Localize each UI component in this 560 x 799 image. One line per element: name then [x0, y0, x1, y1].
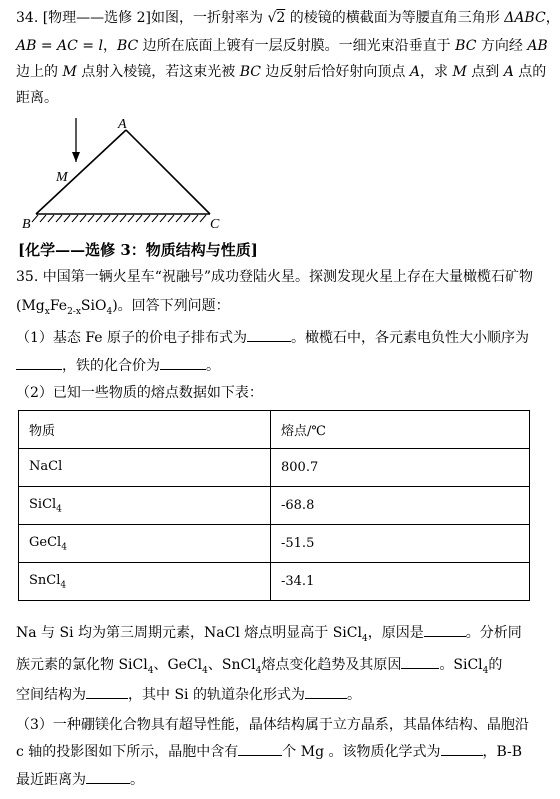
q34-line-4: 距离。 — [16, 90, 58, 106]
vertex-label-b: B — [22, 217, 31, 232]
point-label-m: M — [56, 170, 68, 185]
q35-line-2: $(Mg_xFe_{2-x}SiO_4)$。回答下列问题： — [16, 298, 230, 317]
q35-part2-line-1: Na 与 Si 均为第三周期元素，NaCl 熔点明显高于 SiCl$_4$，原因是 。分析同 — [16, 625, 522, 644]
answer-blank-bb-distance[interactable] — [86, 771, 130, 784]
light-ray-arrow — [72, 118, 80, 162]
sqrt-symbol: √2 — [267, 10, 286, 26]
q35-line-1: 35. 中国第一辆火星车“祝融号”成功登陆火星。探测发现火星上存在大量橄榄石矿物 — [16, 269, 534, 285]
prism-figure — [0, 112, 260, 234]
table-row: NaCl 800.7 — [19, 449, 530, 487]
table-header-melting-point: 熔点/℃ — [271, 411, 530, 449]
answer-blank-electron-config[interactable] — [247, 329, 291, 342]
q35-part2-line-3: 空间结构为 ，其中 Si 的轨道杂化形式为 。 — [16, 687, 361, 703]
answer-blank-reason[interactable] — [424, 624, 466, 637]
q35-part1-line-1: （1）基态 Fe 原子的价电子排布式为 。橄榄石中，各元素电负性大小顺序为 — [16, 330, 530, 346]
answer-blank-formula[interactable] — [441, 743, 483, 756]
table-row: GeCl$_4$ -51.5 — [19, 525, 530, 563]
melting-point-table — [18, 410, 530, 601]
q34-line-2: AB = AC = l，BC 边所在底面上镀有一层反射膜。一细光束沿垂直于 BC 方向经 AB — [16, 38, 548, 54]
answer-blank-hybridization[interactable] — [305, 686, 347, 699]
section-heading: [化学——选修 3：物质结构与性质] — [18, 241, 258, 259]
answer-blank-trend[interactable] — [401, 656, 439, 669]
vertex-label-c: C — [210, 217, 220, 232]
vertex-label-a: A — [118, 117, 127, 132]
q34-line-1: 34. [物理——选修 2]如图，一折射率为 √2 的棱镜的横截面为等腰直角三角形 ΔABC， — [16, 10, 560, 26]
table-header-row — [19, 411, 530, 449]
q35-part3-line-2: c 轴的投影图如下所示，晶胞中含有 个 Mg 。该物质化学式为 ，B-B — [16, 744, 523, 760]
table-row: SnCl$_4$ -34.1 — [19, 563, 530, 601]
answer-blank-mg-count[interactable] — [238, 743, 282, 756]
answer-blank-spatial-structure[interactable] — [86, 686, 128, 699]
q35-part1-line-2: ，铁的化合价为 。 — [16, 357, 220, 375]
table-row: SiCl$_4$ -68.8 — [19, 487, 530, 525]
q35-part2-line-2: 族元素的氯化物 SiCl$_4$、GeCl$_4$、SnCl$_4$熔点变化趋势及其原因 。SiCl$_4$的 — [16, 657, 503, 676]
q35-part3-line-3: 最近距离为 。 — [16, 772, 144, 788]
q35-part3-line-1: （3）一种硼镁化合物具有超导性能，晶体结构属于立方晶系，其晶体结构、晶胞沿 — [16, 717, 529, 733]
q34-line-3: 边上的 M 点射入棱镜，若这束光被 BC 边反射后恰好射向顶点 A，求 M 点到 A 点的 — [16, 64, 547, 80]
answer-blank-electronegativity[interactable] — [16, 357, 62, 370]
q35-part2-intro: （2）已知一些物质的熔点数据如下表： — [16, 385, 263, 401]
table-header-substance: 物质 — [19, 411, 271, 449]
reflective-film-hatching — [32, 215, 206, 222]
answer-blank-iron-valence[interactable] — [160, 357, 206, 370]
